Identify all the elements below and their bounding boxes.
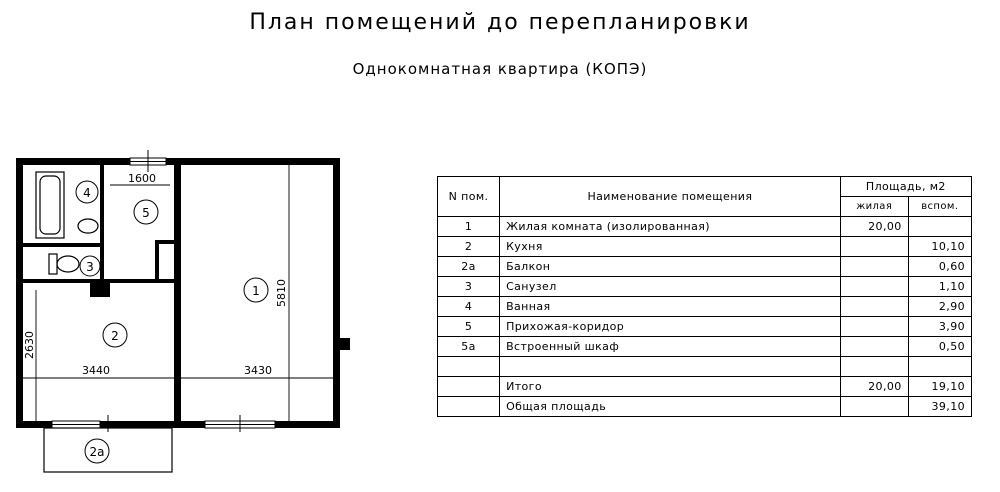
row-aux: 3,90 [908,317,971,337]
row-aux [908,217,971,237]
table-overall-row [438,397,972,417]
row-living [840,237,908,257]
sink-icon [78,219,98,233]
floor-plan [0,0,430,492]
row-num: 2а [438,257,500,277]
header-name: Наименование помещения [500,177,841,217]
row-num: 2 [438,237,500,257]
table-row [438,257,972,277]
row-living [840,337,908,357]
row-name: Встроенный шкаф [500,337,841,357]
balcony [44,428,172,472]
header-num: N пом. [438,177,500,217]
dimension-3440: 3440 [82,364,110,377]
row-living [840,317,908,337]
row-name: Жилая комната (изолированная) [500,217,841,237]
row-living [840,257,908,277]
bathtub-icon [36,172,64,238]
row-living [840,357,908,377]
row-aux: 0,50 [908,337,971,357]
dimension-2630: 2630 [23,331,36,359]
page-title: План помещений до перепланировки [249,10,751,35]
total-label: Итого [500,377,841,397]
room-label-1: 1 [252,284,260,298]
overall-label: Общая площадь [500,397,841,417]
table-row [438,237,972,257]
room-label-5: 5 [142,206,150,220]
row-name: Прихожая-коридор [500,317,841,337]
row-aux: 1,10 [908,277,971,297]
room-label-2: 2 [111,329,119,343]
table-header-row [438,177,972,197]
header-area: Площадь, м2 [840,177,971,197]
table-row [438,297,972,317]
row-living [840,297,908,317]
page-subtitle: Однокомнатная квартира (КОПЭ) [352,60,648,78]
table-total-row [438,377,972,397]
dimension-5810: 5810 [275,279,288,307]
walls [16,158,350,428]
table-row [438,337,972,357]
table-row [438,317,972,337]
row-name: Балкон [500,257,841,277]
room-label-2a: 2а [89,445,105,459]
table-row [438,217,972,237]
row-name: Ванная [500,297,841,317]
table-row [438,277,972,297]
total-aux: 19,10 [908,377,971,397]
row-num: 5 [438,317,500,337]
row-num: 4 [438,297,500,317]
rooms-table [437,176,972,417]
row-aux [908,357,971,377]
row-name: Кухня [500,237,841,257]
row-name: Санузел [500,277,841,297]
room-label-3: 3 [86,260,94,274]
row-living [840,277,908,297]
row-aux: 0,60 [908,257,971,277]
row-living: 20,00 [840,217,908,237]
dimension-1600: 1600 [128,172,156,185]
row-num: 5а [438,337,500,357]
header-aux: вспом. [908,197,971,217]
row-aux: 10,10 [908,237,971,257]
row-aux: 2,90 [908,297,971,317]
total-living: 20,00 [840,377,908,397]
room-label-4: 4 [83,186,91,200]
row-name [500,357,841,377]
table-row-empty [438,357,972,377]
row-num: 1 [438,217,500,237]
row-num: 3 [438,277,500,297]
overall-aux: 39,10 [908,397,971,417]
row-num [438,357,500,377]
dimension-3430: 3430 [244,364,272,377]
header-living: жилая [840,197,908,217]
toilet-icon [49,254,79,274]
